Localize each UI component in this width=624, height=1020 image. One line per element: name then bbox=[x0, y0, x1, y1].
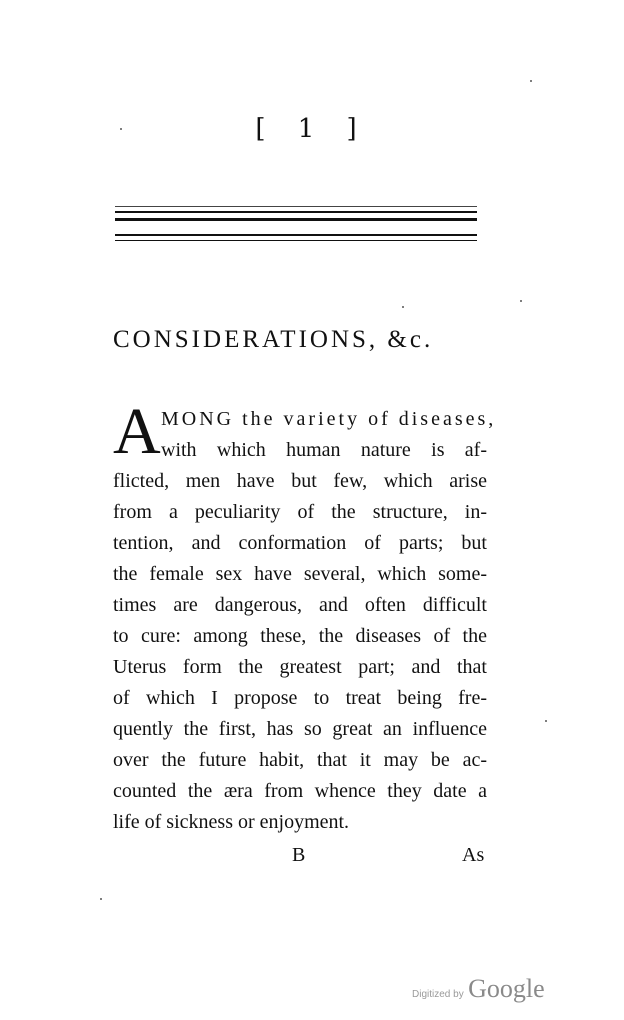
catchword: As bbox=[462, 844, 485, 866]
rule-line bbox=[115, 218, 477, 221]
text-line: tention, and conformation of parts; but bbox=[113, 532, 487, 554]
signature-mark: B bbox=[292, 844, 306, 866]
watermark-prefix: Digitized by bbox=[412, 989, 464, 1000]
drop-cap: A bbox=[113, 395, 161, 468]
double-rule-ornament bbox=[115, 206, 477, 242]
text-line: to cure: among these, the diseases of the bbox=[113, 625, 487, 647]
page-number: [ 1 ] bbox=[255, 114, 369, 144]
text-line: with which human nature is af- bbox=[161, 439, 487, 461]
text-line: quently the first, has so great an influence bbox=[113, 718, 487, 740]
body-paragraph bbox=[113, 395, 497, 838]
text-line: counted the æra from whence they date a bbox=[113, 780, 487, 802]
text-line: the female sex have several, which some- bbox=[113, 563, 487, 585]
text-line: flicted, men have but few, which arise bbox=[113, 470, 487, 492]
text-line: life of sickness or enjoyment. bbox=[113, 811, 350, 833]
text-line: MONG the variety of diseases, bbox=[161, 408, 497, 430]
digitized-watermark bbox=[412, 974, 545, 1004]
paper-speck bbox=[545, 720, 547, 722]
text-line: Uterus form the greatest part; and that bbox=[113, 656, 487, 678]
paper-speck bbox=[530, 80, 532, 82]
text-line: from a peculiarity of the structure, in- bbox=[113, 501, 487, 523]
chapter-title: CONSIDERATIONS, &c. bbox=[113, 326, 434, 353]
rule-line bbox=[115, 234, 477, 236]
rule-line bbox=[115, 240, 477, 241]
text-line: of which I propose to treat being fre- bbox=[113, 687, 487, 709]
rule-line bbox=[115, 206, 477, 207]
text-line: over the future habit, that it may be ac- bbox=[113, 749, 487, 771]
paper-speck bbox=[402, 306, 404, 308]
text-line: times are dangerous, and often difficult bbox=[113, 594, 487, 616]
rule-line bbox=[115, 211, 477, 213]
paper-speck bbox=[520, 300, 522, 302]
paper-speck bbox=[100, 898, 102, 900]
paper-speck bbox=[120, 128, 122, 130]
google-logo: Google bbox=[468, 974, 545, 1003]
